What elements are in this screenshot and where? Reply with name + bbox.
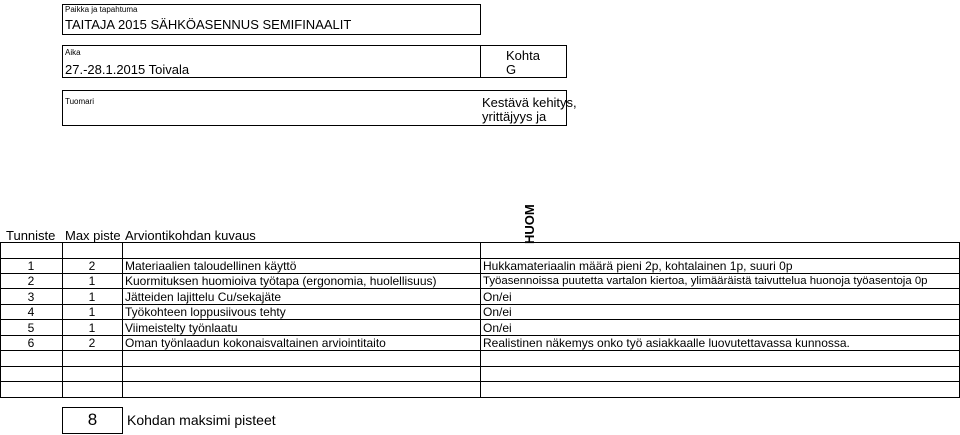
row-5-note: On/ei [483, 321, 512, 335]
row-2-note: Työasennoissa puutetta vartalon kiertoa, ylimääräistä taivuttelua huonoja työasentoja 0p [483, 275, 928, 287]
place-value: TAITAJA 2015 SÄHKÖASENNUS SEMIFINAALIT [65, 17, 352, 32]
section-label: Kohta [506, 48, 540, 63]
column-header-id: Tunniste [6, 228, 56, 243]
row-4-desc: Työkohteen loppusiivous tehty [125, 305, 286, 319]
row-5-desc: Viimeistelty työnlaatu [125, 321, 238, 335]
section-title-line2: yrittäjyys ja [482, 109, 547, 124]
column-header-desc: Arviontikohdan kuvaus [125, 228, 256, 243]
row-4-max: 1 [88, 305, 96, 319]
total-value: 8 [87, 410, 98, 429]
column-header-huom: HUOM [522, 204, 537, 244]
section-title-line1: Kestävä kehitys, [482, 95, 577, 110]
col-divider [480, 242, 481, 397]
row-4-note: On/ei [483, 305, 512, 319]
row-4-id: 4 [27, 305, 35, 319]
time-label: Aika [65, 48, 81, 57]
section-value: G [506, 62, 517, 77]
row-1-max: 2 [88, 259, 96, 273]
judge-label: Tuomari [65, 97, 95, 106]
place-label: Paikka ja tapahtuma [65, 5, 138, 14]
row-1-note: Hukkamateriaalin määrä pieni 2p, kohtalainen 1p, suuri 0p [483, 259, 793, 273]
row-2-max: 1 [88, 274, 96, 288]
row-5-id: 5 [27, 321, 35, 335]
row-3-id: 3 [27, 290, 35, 304]
row-2-id: 2 [27, 274, 35, 288]
column-header-max: Max piste [65, 228, 121, 243]
row-divider [0, 397, 960, 398]
time-value: 27.-28.1.2015 Toivala [65, 62, 190, 77]
col-divider [122, 242, 123, 397]
row-1-desc: Materiaalien taloudellinen käyttö [125, 259, 297, 273]
row-3-desc: Jätteiden lajittelu Cu/sekajäte [125, 290, 282, 304]
row-1-id: 1 [27, 259, 35, 273]
row-6-max: 2 [88, 336, 96, 350]
row-6-desc: Oman työnlaadun kokonaisvaltainen arviointitaito [125, 336, 386, 350]
row-5-max: 1 [88, 321, 96, 335]
row-6-id: 6 [27, 336, 35, 350]
total-label: Kohdan maksimi pisteet [127, 412, 276, 428]
row-2-desc: Kuormituksen huomioiva työtapa (ergonomia, huolellisuus) [125, 274, 437, 288]
row-3-note: On/ei [483, 290, 512, 304]
row-3-max: 1 [88, 290, 96, 304]
row-6-note: Realistinen näkemys onko työ asiakkaalle luovutettavassa kunnossa. [483, 336, 850, 350]
